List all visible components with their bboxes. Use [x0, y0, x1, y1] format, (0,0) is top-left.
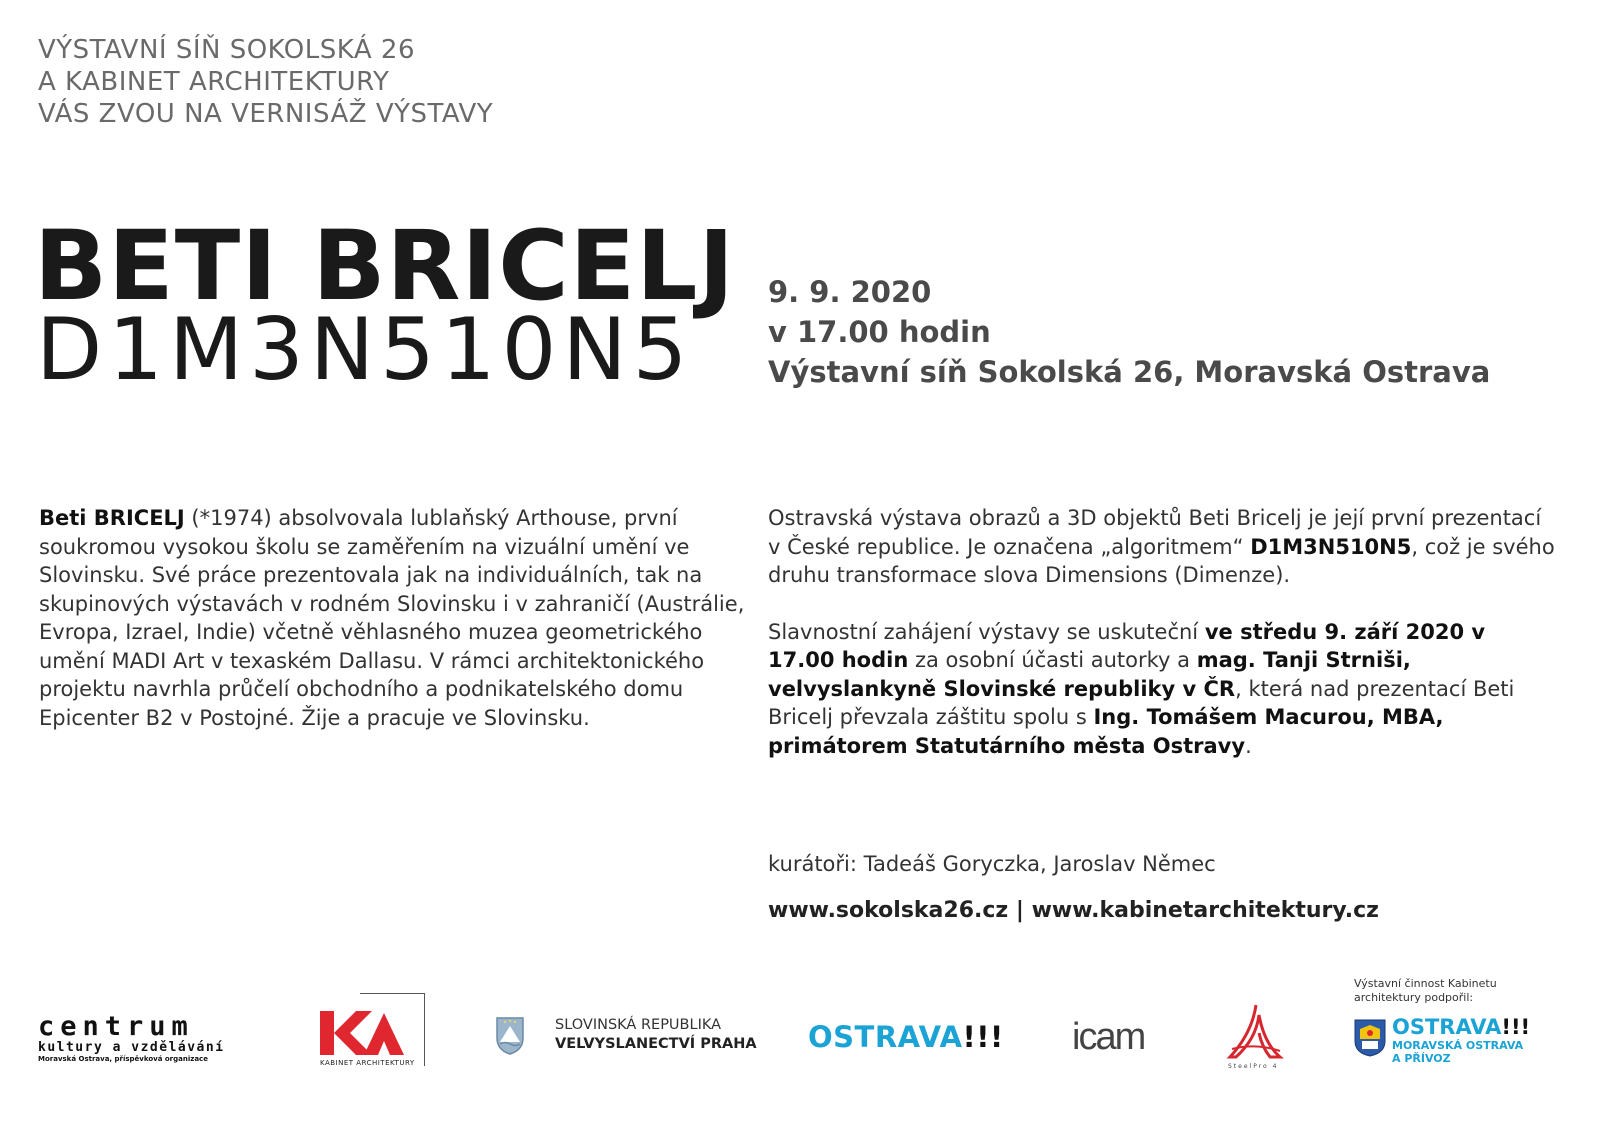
icam-logo: icam: [1072, 1016, 1145, 1058]
kabinet-architektury-logo: [320, 993, 426, 1069]
moravska-ostrava-crest-icon: [1354, 1019, 1386, 1057]
invitation-header: [38, 34, 493, 130]
support-note: [1354, 977, 1497, 1005]
ostrava-logo-text: OSTRAVA: [808, 1020, 963, 1054]
ostrava-logo-excl: !!!: [962, 1020, 1004, 1054]
invitation-line-3: VÁS ZVOU NA VERNISÁŽ VÝSTAVY: [38, 99, 494, 129]
steelpro-logo: [1226, 1003, 1284, 1073]
district-line-2: A PŘÍVOZ: [1392, 1052, 1451, 1065]
ka-mark-icon: [320, 1011, 410, 1055]
support-line-2: architektury podpořil:: [1354, 991, 1474, 1004]
website-links[interactable]: www.sokolska26.cz | www.kabinetarchitektury.cz: [768, 898, 1379, 923]
event-date: 9. 9. 2020: [768, 275, 932, 309]
slovenian-embassy-logo: [495, 1016, 757, 1060]
about-paragraph-2: [768, 618, 1558, 761]
about-text: za osobní účasti autorky a: [908, 648, 1197, 672]
district-ostrava-excl: !!!: [1501, 1015, 1531, 1039]
artist-name: BETI BRICELJ: [34, 210, 736, 322]
district-logo: [1392, 1015, 1530, 1065]
exhibition-about: [768, 504, 1558, 760]
centrum-logo: [38, 1013, 225, 1064]
event-time: v 17.00 hodin: [768, 315, 991, 349]
about-text: , která nad prezentací Beti Bricelj převzala záštitu spolu s: [768, 676, 1515, 729]
about-date-bold: ve středu 9. září 2020 v 17.00 hodin: [768, 619, 1486, 672]
invitation-line-2: A KABINET ARCHITEKTURY: [38, 67, 390, 97]
about-text: , což je svého druhu transformace slova Dimensions (Dimenze).: [768, 534, 1555, 587]
event-venue: Výstavní síň Sokolská 26, Moravská Ostrava: [768, 355, 1491, 389]
bio-name: Beti BRICELJ: [39, 506, 185, 530]
district-line-1: MORAVSKÁ OSTRAVA: [1392, 1039, 1524, 1052]
about-ambassador: mag. Tanji Strniši, velvyslankyně Slovinské republiky v ČR: [768, 648, 1411, 701]
event-info: [768, 272, 1490, 392]
about-algorithm: D1M3N510N5: [1250, 534, 1412, 559]
about-paragraph-1: [768, 504, 1558, 590]
ostrava-city-logo: [808, 1020, 1004, 1054]
slovenia-line-2: VELVYSLANECTVÍ PRAHA: [555, 1036, 757, 1052]
centrum-logo-subtitle: kultury a vzdělávání: [38, 1040, 225, 1055]
artist-bio: [39, 504, 759, 732]
bio-text: (*1974) absolvovala lublaňský Arthouse, první soukromou vysokou školu se zaměřením na vizuální umění ve Slovinsku. Své práce prezentovala jak na individuálních, tak na skupinových výstavách v rodném Slovinsku i v zahraničí (Austrálie, Evropa, Izrael, Indie) včetně věhlasného muzea geometrického umění MADI Art v texaském Dallasu. V rámci architektonického projektu navrhla průčelí obchodního a podnikatelského domu Epicenter B2 v Postojné. Žije a pracuje ve Slovinsku.: [39, 506, 745, 730]
about-mayor: Ing. Tomášem Macurou, MBA, primátorem Statutárního města Ostravy: [768, 705, 1444, 758]
district-ostrava-text: OSTRAVA: [1392, 1015, 1502, 1039]
about-text: Ostravská výstava obrazů a 3D objektů Beti Bricelj je její první prezentací v České republice. Je označena „algoritmem“: [768, 506, 1542, 559]
invitation-line-1: VÝSTAVNÍ SÍŇ SOKOLSKÁ 26: [38, 35, 415, 65]
steelpro-caption: SteelPro 4: [1228, 1063, 1279, 1070]
support-line-1: Výstavní činnost Kabinetu: [1354, 977, 1497, 990]
slovenia-coat-of-arms-icon: [495, 1016, 525, 1056]
about-text: .: [1245, 733, 1252, 758]
centrum-logo-caption: Moravská Ostrava, příspěvková organizace: [38, 1055, 208, 1063]
steelpro-mark-icon: [1226, 1003, 1284, 1063]
kabinet-caption: KABINET ARCHITEKTURY: [320, 1059, 415, 1067]
curators: kurátoři: Tadeáš Goryczka, Jaroslav Němec: [768, 852, 1216, 876]
about-text: Slavnostní zahájení výstavy se uskuteční: [768, 619, 1205, 644]
slovenia-line-1: SLOVINSKÁ REPUBLIKA: [555, 1017, 722, 1033]
exhibition-title: D1M3N510N5: [36, 300, 694, 400]
centrum-logo-title: centrum: [38, 1011, 194, 1042]
